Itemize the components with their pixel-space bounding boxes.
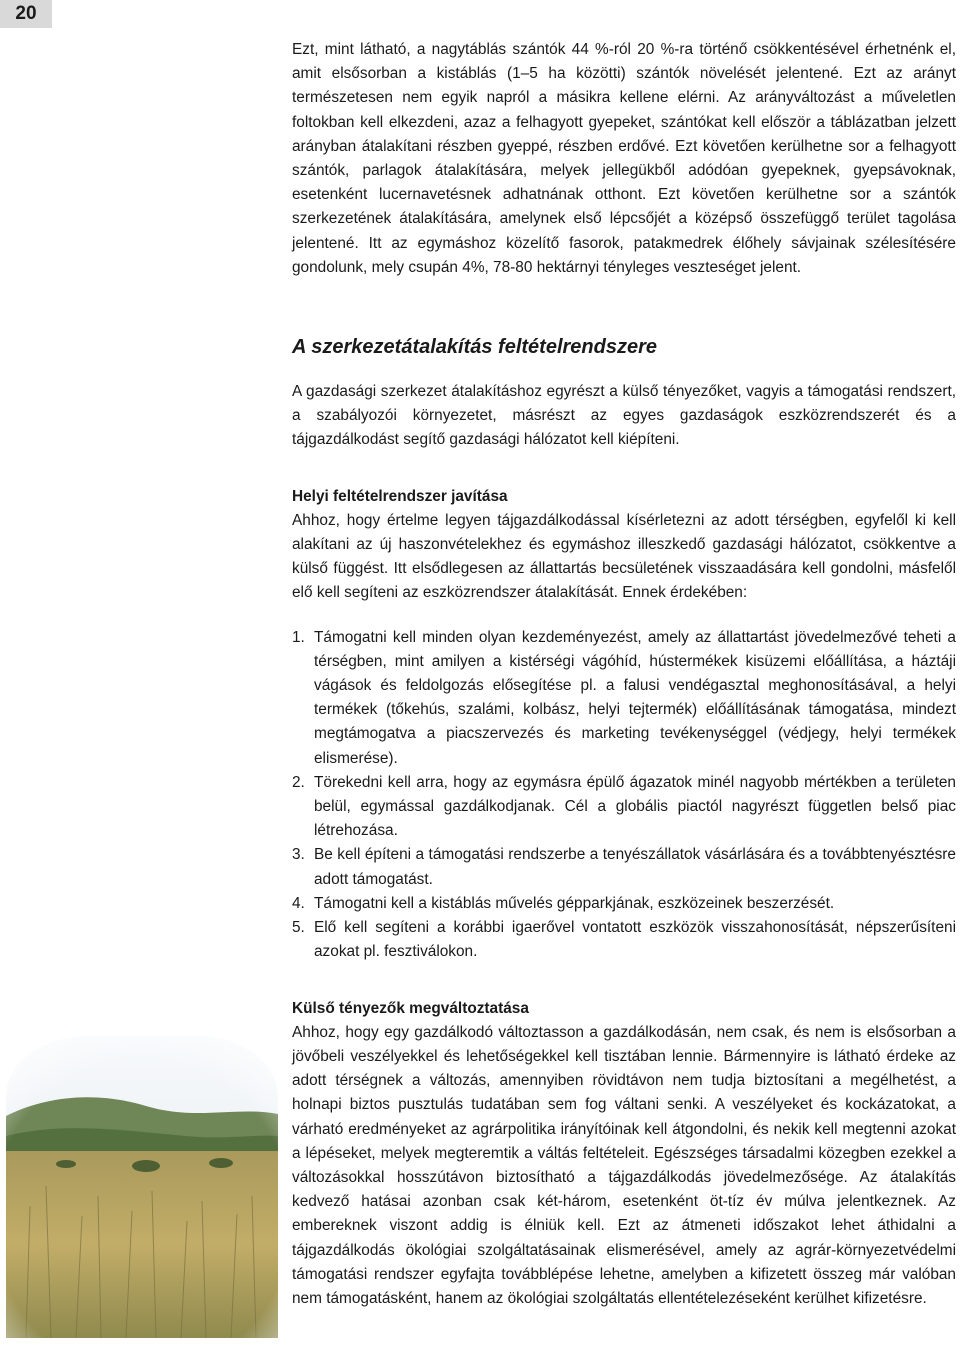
list-item-text: Támogatni kell a kistáblás művelés gépparkjának, eszközeinek beszerzését.: [314, 894, 835, 912]
grass-field: [6, 1151, 278, 1338]
list-item-text: Támogatni kell minden olyan kezdeményezést, amely az állattartást jövedelmezővé teheti a térségben, mint amilyen a kistérségi vágóhíd, hústermékek kisüzemi előállítása, a háztáji vágások és feldolgozás elősegítése pl. a falusi vendégasztal meghonosításával, a helyi termékek (tőkehús, szalámi, kolbász, helyi tejtermék) előállításának támogatása, mindezt megtámogatva a piacszervezés és marketing tevékenységgel (védjegy, helyi termékek elismerése).: [314, 628, 956, 767]
local-conditions-paragraph: Ahhoz, hogy értelme legyen tájgazdálkodással kísérletezni az adott térségben, egyfelől ki kell alakítani az új haszonvételekhez és egymáshoz illeszkedő gazdasági hálózatot, csökkentve a külső függést. Itt elsődlegesen az állattartás becsületének visszaadására kell gondolni, másfelől elő kell segíteni az eszközrendszer átalakítását. Ennek érdekében:: [292, 511, 956, 602]
list-item: [292, 771, 956, 844]
meadow-illustration: [6, 1036, 278, 1338]
list-item-number: 5.: [292, 919, 305, 937]
list-item-number: 2.: [292, 773, 305, 791]
list-item-text: Be kell építeni a támogatási rendszerbe a tenyészállatok vásárlására és a továbbtenyésztésre adott támogatást.: [314, 846, 956, 888]
meadow-photo: [6, 1036, 278, 1338]
list-item: [292, 843, 956, 891]
measures-list: [292, 626, 956, 965]
main-content: [292, 38, 956, 1311]
external-factors-paragraph: Ahhoz, hogy egy gazdálkodó változtasson a gazdálkodásán, nem csak, és nem is elsősorban a jövőbeli veszélyekkel és lehetőségekkel kell tisztában lennie. Bármennyire is látható érdeke az adott térségnek a változás, amennyiben rövidtávon nem tudja biztosítani a megélhetést, a holnapi biztos pusztulás tudatában sem fog váltani senki. A veszélyeket és kockázatokat, a várható eredményeket az agrárpolitika irányítóinak kell átgondolni, és nekik kell megtenni azokat a lépéseket, melyek megteremtik a váltás feltételeit. Egészséges társadalmi közegben ezekkel a változásokkal hosszútávon biztosítható a tájgazdálkodás jövedelmezősége. Az átalakítás kedvező hatásai azonban csak két-három, esetenként öt-tíz év múlva jelentkeznek. Az embereknek viszont addig is élniük kell. Ezt az átmeneti időszakot lehet áthidalni a tájgazdálkodás ökológiai szolgáltatásainak elismerésével, amely az agrár-környezetvédelmi támogatási rendszer egyfajta továbblépése lehetne, amelyben a kifizetett összeg már valóban nem támogatásként, hanem az ökológiai szolgáltatás ellentételezéseként kerülhet kifizetésre.: [292, 1023, 956, 1307]
list-item-number: 4.: [292, 894, 305, 912]
list-item-number: 3.: [292, 846, 305, 864]
page-number: 20: [0, 0, 52, 28]
list-item: [292, 916, 956, 964]
intro-paragraph: Ezt, mint látható, a nagytáblás szántók 44 %-ról 20 %-ra történő csökkentésével érhetnénk el, amit elsősorban a kistáblás (1–5 ha közötti) szántók növelését jelentené. Ezt az arányt természetesen nem egyik napról a másikra kellene elérni. Az arányváltozást a műveletlen foltokban kell elkezdeni, azaz a felhagyott gyepeket, szántókat kell először a táblázatban jelzett arányban átalakítani részben gyeppé, részben erdővé. Ezt követően kerülhetne sor a felhagyott szántók, parlagok átalakítására, melyek jellegükből adódóan gyepeknek, gyepsávoknak, esetenként lucernavetésnek adhatnának otthont. Ezt követően kerülhetne sor a szántók szerkezetének átalakítására, amelynek első lépcsőjét a középső összefüggő terület tagolása jelentené. Itt az egymáshoz közelítő fasorok, patakmedrek élőhely sávjainak szélesítésére gondolunk, mely csupán 4%, 78-80 hektárnyi tényleges veszteséget jelent.: [292, 41, 956, 276]
list-item: [292, 892, 956, 916]
list-item: [292, 626, 956, 771]
external-factors-title: Külső tényezők megváltoztatása: [292, 999, 529, 1017]
section-title: A szerkezetátalakítás feltételrendszere: [292, 336, 657, 359]
list-item-text: Elő kell segíteni a korábbi igaerővel vontatott eszközök visszahonosítását, népszerűsíteni azokat pl. fesztiválokon.: [314, 919, 956, 961]
list-item-text: Törekedni kell arra, hogy az egymásra épülő ágazatok minél nagyobb mértékben a területen belül, egymással gazdálkodjanak. Cél a globális piactól nagyrészt független belső piac létrehozása.: [314, 773, 956, 840]
list-item-number: 1.: [292, 628, 305, 646]
local-conditions-title: Helyi feltételrendszer javítása: [292, 487, 508, 505]
section-intro-paragraph: A gazdasági szerkezet átalakításhoz egyrészt a külső tényezőket, vagyis a támogatási rendszert, a szabályozói környezetet, másrészt az egyes gazdaságok eszközrendszerét és a tájgazdálkodást segítő gazdasági hálózatot kell kiépíteni.: [292, 383, 956, 449]
